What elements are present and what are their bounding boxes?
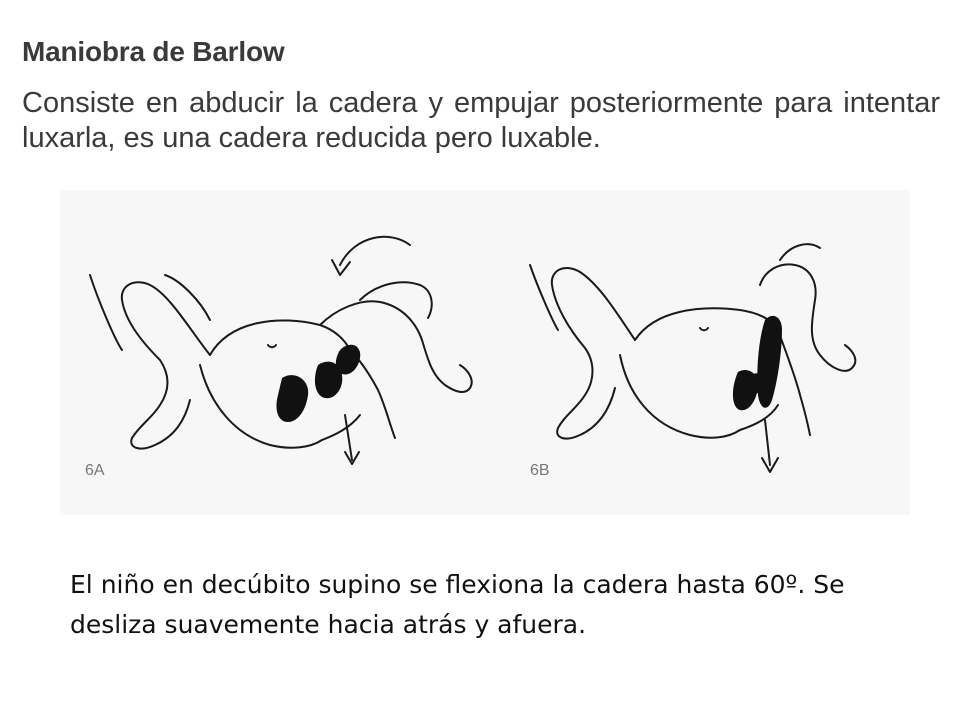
- illustration-svg: [60, 190, 910, 515]
- panel-label-6b: 6B: [530, 462, 550, 479]
- panel-label-6a: 6A: [85, 462, 105, 479]
- panel-6a-drawing: [90, 237, 472, 464]
- barlow-maneuver-illustration: [60, 190, 910, 515]
- panel-6a-marks: [276, 345, 360, 422]
- panel-6b-marks: [733, 316, 782, 410]
- panel-6b-drawing: [530, 244, 855, 472]
- slide-title: Maniobra de Barlow: [22, 36, 285, 67]
- slide-description: Consiste en abducir la cadera y empujar posteriormente para intentar luxarla, es una cadera reducida pero luxable.: [22, 87, 940, 154]
- slide-caption: El niño en decúbito supino se flexiona la cadera hasta 60º. Se desliza suavemente hacia atrás y afuera.: [70, 570, 845, 639]
